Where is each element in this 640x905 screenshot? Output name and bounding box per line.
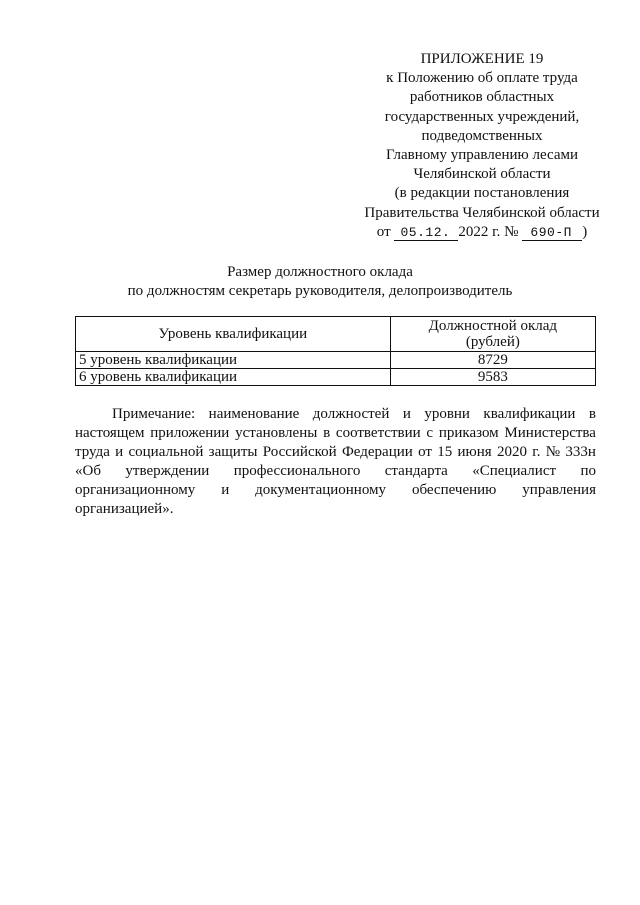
note-word: в	[323, 425, 331, 441]
note-word: управления	[522, 482, 596, 498]
note-word: защиты	[208, 444, 258, 460]
note-word: с	[426, 425, 434, 441]
qualification-cell: 5 уровень квалификации	[76, 352, 391, 369]
note-word: труда	[75, 444, 110, 460]
note-word: профессионального	[233, 463, 361, 479]
note-word: установлены	[235, 425, 318, 441]
note-word: приказом	[438, 425, 499, 441]
note-word: наименование	[208, 406, 300, 422]
note-word: в	[588, 406, 596, 422]
note-word: организационному	[75, 482, 196, 498]
table-row	[76, 369, 596, 386]
note-word: настоящем	[75, 425, 145, 441]
appendix-header	[330, 50, 634, 242]
table-row	[76, 352, 596, 369]
note-word: 15	[437, 444, 453, 460]
title-line-2: по должностям секретарь руководителя, делопроизводитель	[127, 283, 513, 299]
note-word: стандарта	[384, 463, 448, 479]
note-word: и	[115, 444, 124, 460]
note-word: Министерства	[504, 425, 596, 441]
header-salary-line-2: (рублей)	[465, 334, 520, 350]
note-word: социальной	[128, 444, 204, 460]
note-word: г.	[532, 444, 541, 460]
number-stamp: 690-П	[522, 225, 582, 241]
document-title	[0, 263, 640, 301]
note-word: уровни	[424, 406, 470, 422]
note-word: должностей	[312, 406, 390, 422]
note-word: «Об	[75, 463, 101, 479]
salary-cell: 8729	[390, 352, 595, 369]
note-paragraph	[75, 405, 596, 519]
note-line-6: организацией».	[75, 501, 174, 517]
header-salary	[390, 317, 595, 352]
date-stamp: 05.12.	[394, 225, 458, 241]
closing-paren: )	[582, 223, 588, 240]
note-word: приложении	[150, 425, 230, 441]
note-word: Российской	[262, 444, 337, 460]
salary-cell: 9583	[390, 369, 595, 386]
note-word: №	[545, 444, 561, 460]
appendix-line: к Положению об оплате труда	[386, 70, 578, 87]
header-qualification: Уровень квалификации	[76, 317, 391, 352]
note-word: и	[221, 482, 230, 498]
note-word: квалификации	[483, 406, 576, 422]
date-prefix: от	[376, 223, 391, 240]
table-header-row	[76, 317, 596, 352]
appendix-date-line	[330, 223, 634, 242]
note-line-2	[75, 424, 596, 443]
note-word: от	[418, 444, 432, 460]
year-text: 2022 г. №	[458, 223, 519, 240]
note-word: 2020	[496, 444, 527, 460]
note-word: и	[402, 406, 411, 422]
note-word: «Специалист	[472, 463, 557, 479]
appendix-line: работников областных	[409, 89, 555, 106]
salary-table	[75, 316, 596, 386]
appendix-line: ПРИЛОЖЕНИЕ 19	[420, 51, 544, 67]
note-word: утверждении	[125, 463, 210, 479]
note-word: 333н	[565, 444, 596, 460]
note-line-4	[75, 462, 596, 481]
note-word: обеспечению	[411, 482, 497, 498]
note-word: июня	[457, 444, 492, 460]
note-word: документационному	[255, 482, 387, 498]
qualification-cell: 6 уровень квалификации	[76, 369, 391, 386]
appendix-line: (в редакции постановления	[394, 185, 570, 202]
note-line-1	[75, 405, 596, 424]
note-word: по	[580, 463, 596, 479]
appendix-line: Главному управлению лесами	[385, 147, 578, 164]
appendix-line: государственных учреждений,	[384, 108, 580, 125]
note-line-3	[75, 443, 596, 462]
appendix-line: подведомственных	[421, 127, 543, 144]
note-word: Федерации	[341, 444, 413, 460]
note-word: Примечание:	[112, 406, 196, 422]
appendix-line: Челябинской области	[413, 166, 551, 183]
title-line-1: Размер должностного оклада	[227, 264, 413, 280]
appendix-line: Правительства Челябинской области	[364, 204, 600, 221]
note-word: соответствии	[335, 425, 421, 441]
note-line-5	[75, 481, 596, 500]
header-salary-line-1: Должностной оклад	[428, 318, 558, 334]
